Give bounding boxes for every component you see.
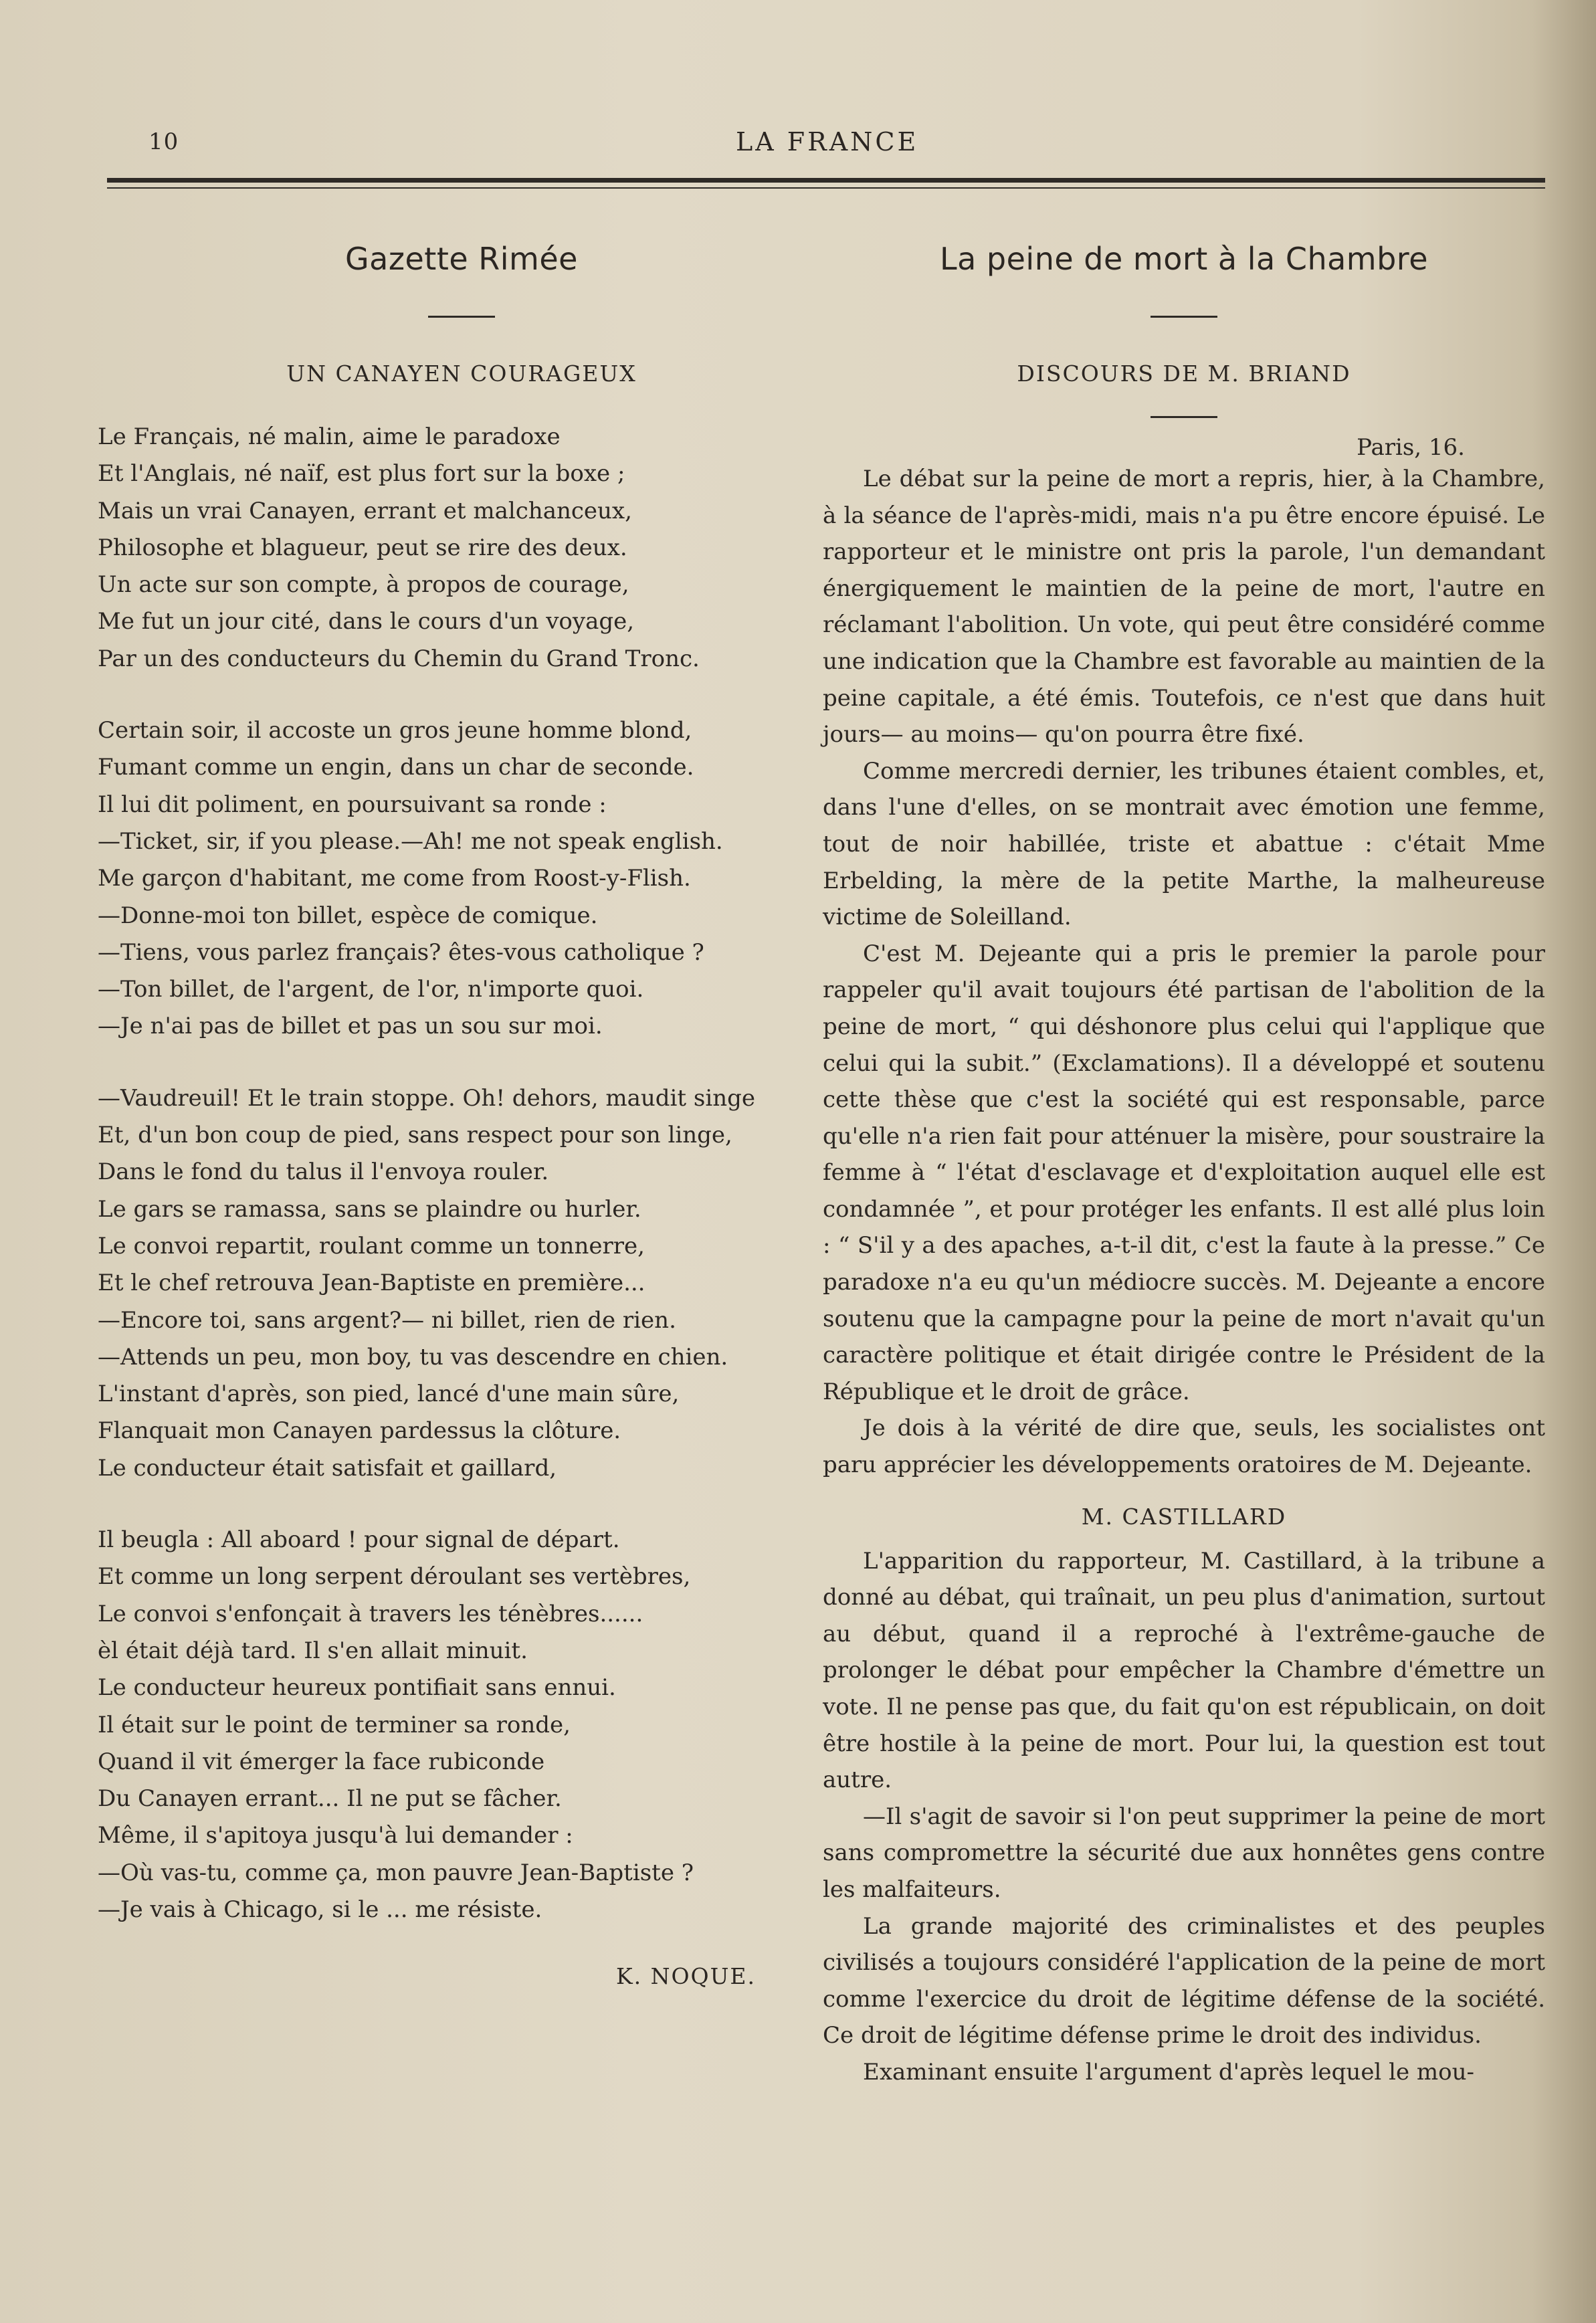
poem-line: Et le chef retrouva Jean-Baptiste en première... [98,1270,645,1297]
article-paragraph: La grande majorité des criminalistes et des peuples civilisés a toujours considéré l'application de la peine de mort comme l'exercice du droit de légitime défense de la société. Ce droit de légitime défense prime le droit des individus. [823,1912,1545,2049]
article-paragraph: —Il s'agit de savoir si l'on peut supprimer la peine de mort sans compromettre la sécurité due aux honnêtes gens contre les malfaiteurs. [823,1803,1545,1903]
poem-line: Me fut un jour cité, dans le cours d'un voyage, [98,608,635,635]
page-number: 10 [148,128,179,155]
stanza [94,1522,829,1928]
title-separator [1151,316,1217,318]
poem-line: —Vaudreuil! Et le train stoppe. Oh! dehors, maudit singe [98,1084,755,1112]
article-subhead: DISCOURS DE M. BRIAND [1017,361,1351,387]
title-separator [428,316,495,318]
poem-line: —Je vais à Chicago, si le ... me résiste. [98,1896,542,1923]
poem-line: Certain soir, il accoste un gros jeune homme blond, [98,717,692,744]
poem-line: Mais un vrai Canayen, errant et malchanceux, [98,497,632,524]
article-body-part2 [823,1543,1545,2091]
article-paragraph: L'apparition du rapporteur, M. Castillard, à la tribune a donné au débat, qui traînait, un peu plus d'animation, surtout au début, quand il a reproché à l'extrême-gauche de prolonger le débat pour empêcher la Chambre d'émettre un vote. Il ne pense pas que, du fait qu'on est républicain, on doit être hostile à la peine de mort. Pour lui, la question est tout autre. [823,1547,1545,1794]
page-header [107,120,1545,201]
poem-line: —Attends un peu, mon boy, tu vas descendre en chien. [98,1343,728,1371]
poem-line: —Où vas-tu, comme ça, mon pauvre Jean-Baptiste ? [98,1859,694,1886]
article-paragraph: C'est M. Dejeante qui a pris le premier la parole pour rappeler qu'il avait toujours été partisan de l'abolition de la peine de mort, “ qui déshonore plus celui qui l'applique que celui qui la subit.” (Exclamations). Il a développé et soutenu cette thèse que c'est la société qui est responsable, parce qu'elle n'a rien fait pour atténuer la misère, pour soustraire la femme à “ l'état d'esclavage et d'exploitation auquel elle est condamnée ”, et pour protéger les enfants. Il est allé plus loin : “ S'il y a des apaches, a-t-il dit, c'est la faute à la presse.” Ce paradoxe n'a eu qu'un médiocre succès. M. Dejeante a encore soutenu que la campagne pour la peine de mort n'avait qu'un caractère politique et était dirigée contre le Président de la République et le droit de grâce. [823,940,1545,1405]
right-column-title: La peine de mort à la Chambre [939,241,1428,277]
poem-line: —Ticket, sir, if you please.—Ah! me not speak english. [98,827,723,855]
article-paragraph: Comme mercredi dernier, les tribunes étaient combles, et, dans l'une d'elles, on se montrait avec émotion une femme, tout de noir habillée, triste et abattue : c'était Mme Erbelding, la mère de la petite Marthe, la malheureuse victime de Soleilland. [823,757,1545,931]
left-column-title: Gazette Rimée [345,241,578,277]
poem-line: Et l'Anglais, né naïf, est plus fort sur la boxe ; [98,460,625,488]
poem-line: Fumant comme un engin, dans un char de seconde. [98,754,694,781]
header-rule-thin [107,187,1545,189]
poem-line: —Encore toi, sans argent?— ni billet, rien de rien. [98,1306,676,1334]
poem-line: Le conducteur heureux pontifiait sans ennui. [98,1674,616,1702]
poem-line: èl était déjà tard. Il s'en allait minuit. [98,1637,528,1664]
stanza [94,712,829,1045]
poem-line: Même, il s'apitoya jusqu'à lui demander : [98,1822,573,1849]
poem-line: Il était sur le point de terminer sa ronde, [98,1711,571,1738]
poem-line: Il lui dit poliment, en poursuivant sa ronde : [98,791,607,818]
poem-line: Le convoi repartit, roulant comme un tonnerre, [98,1232,645,1259]
poem-line: Et comme un long serpent déroulant ses vertèbres, [98,1563,691,1591]
article-paragraph: Le débat sur la peine de mort a repris, hier, à la Chambre, à la séance de l'après-midi, mais n'a pu être encore épuisé. Le rapporteur et le ministre ont pris la parole, l'un demandant énergiquement le maintien de la peine de mort, l'autre en réclamant l'abolition. Un vote, qui peut être considéré comme une indication que la Chambre est favorable au maintien de la peine capitale, a été émis. Toutefois, ce n'est que dans huit jours— au moins— qu'on pourra être fixé. [823,466,1545,748]
right-column [823,221,1545,2091]
poem-line: —Tiens, vous parlez français? êtes-vous catholique ? [98,938,704,966]
header-rule-thick [107,178,1545,183]
subhead-separator [1151,416,1217,418]
poem-line: Il beugla : All aboard ! pour signal de départ. [98,1526,620,1554]
poem-line: Et, d'un bon coup de pied, sans respect pour son linge, [98,1122,732,1149]
poem-line: —Donne-moi ton billet, espèce de comique. [98,902,598,929]
poem-line: Le Français, né malin, aime le paradoxe [98,423,561,450]
article-paragraph: Je dois à la vérité de dire que, seuls, les socialistes ont paru apprécier les développements oratoires de M. Dejeante. [823,1415,1545,1479]
left-column [94,221,829,1989]
poem-line: Me garçon d'habitant, me come from Roost-y-Flish. [98,865,691,892]
article-dateline: Paris, 16. [1357,434,1465,461]
poem-line: L'instant d'après, son pied, lancé d'une main sûre, [98,1381,680,1408]
stanza [94,1080,829,1487]
poem-line: Par un des conducteurs du Chemin du Grand Tronc. [98,645,700,672]
poem-line: Du Canayen errant... Il ne put se fâcher. [98,1785,562,1813]
journal-title: LA FRANCE [736,127,919,157]
poem-line: Le convoi s'enfonçait à travers les ténèbres...... [98,1600,643,1627]
poem-line: Le conducteur était satisfait et gaillard, [98,1454,557,1482]
article-subhead-castillard: M. CASTILLARD [1081,1503,1287,1530]
poem-line: Un acte sur son compte, à propos de courage, [98,571,629,599]
poem-body [94,419,829,1928]
poem-line: Philosophe et blagueur, peut se rire des deux. [98,534,627,561]
poem-line: Dans le fond du talus il l'envoya rouler. [98,1158,549,1186]
poem-title: UN CANAYEN COURAGEUX [286,361,637,387]
poem-line: —Je n'ai pas de billet et pas un sou sur moi. [98,1013,603,1040]
poem-line: Le gars se ramassa, sans se plaindre ou hurler. [98,1195,641,1223]
poem-line: Flanquait mon Canayen pardessus la clôture. [98,1417,621,1445]
article-paragraph: Examinant ensuite l'argument d'après lequel le mou- [863,2058,1475,2086]
poem-line: —Ton billet, de l'argent, de l'or, n'importe quoi. [98,976,644,1003]
poem-signature: K. NOQUE. [615,1963,756,1990]
poem-line: Quand il vit émerger la face rubiconde [98,1748,545,1775]
article-body-part1 [823,461,1545,1484]
stanza [94,419,829,678]
